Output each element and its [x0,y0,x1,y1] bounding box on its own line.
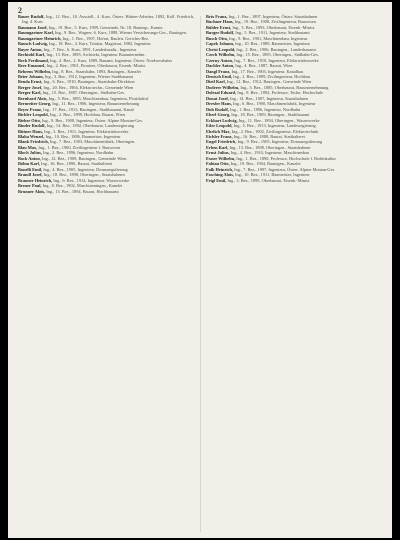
entry-name: Burger Rudolf, [206,30,235,36]
entry-details: Ing., 9. Bez., 1908, Ingenieur, Österr. Alpine Montan-Ges. [40,117,144,123]
entry-name: Drexler Hans, [206,101,232,107]
entry-details: Ing., 2. Bez., 1902, Zivilingenieur, Elektrotechnik [230,128,319,134]
entry-name: Brix Franz, [206,14,228,19]
entry-name: Breuer Paul, [18,183,42,189]
page-number: 2 [18,6,22,15]
entry-details: Ing., 10. Bez., 1889, Baumeister, Ingenieur [234,41,310,47]
entry-details: Ing., 5. Bez., 1895, Maschinenbau, Ingenieur, Floridsdorf [47,95,149,101]
entry-name: Bernhard Alois, [18,95,48,101]
entry-name: Bühler Ernst, [206,24,232,30]
entry-details: Ing., 19. Bez., 5. Kurs, 1909, Gemeinde, Nr. 18, Bauinsp., Kantor [47,24,163,30]
entry-name: Donat Josef, [206,95,229,101]
entry-details: Ing., 3. Bez., 1911, Ingenieur, Elektrizitätswerke [43,128,129,134]
entry-name: Dangl Franz, [206,68,231,74]
entry-name: Eichler Franz, [206,133,233,139]
entry-details: Ing., 14. Bez., 1892, Oberbaurat, Landesregierung [45,123,135,129]
entry-details: Ing., 10. Bez., 1911, Baumeister, Ingenieur [234,172,310,178]
entry-details: Ing., 5. Bez., 1911, Ingenieur, Stadtbauamt [234,30,310,36]
column-divider [200,16,201,532]
entry-details: Ing., 15. Bez., 1887, Oberingen., Südbahn-Ges. [41,90,126,96]
entry-name: Baumgartner Karl, [18,30,54,36]
entry-name: Bittner Hans, [18,128,44,134]
entry-details: Ing., 6. Bez., 1900, Maschinenfabrik, Ingenieur [231,101,316,107]
entry-details: Ing., 7. Bez., 6. Kurs, 1891, Landesbaudir., Ingenieur [42,46,137,52]
entry-details: Ing., 4. Bez., 2. Kurs, 1889, Bauamt, Ingenieur, Österr. Nordwestbahn [48,57,172,63]
entry-name: Deutsch Emil, [206,73,233,79]
entry-details: Ing., 1. Bez., 1900, Zivilingenieur f. Bauwesen [37,144,121,150]
entry-details: Ing., 13. Bez., 1898, Oberingen., Staatsbahnen [228,144,311,150]
entry-details: Ing., 1. Bez., 1890, Professor, Hochschule f. Bodenkultur [235,155,336,161]
right-column [206,14,382,534]
entry-details: Ing., 13. Bez., 1895, Architekt, Ingenieur Bauunternehm. [45,52,146,58]
entry-details: Ing., 6. Bez., 1910, Bauingen., Staatsbahn-Direktion [42,79,135,85]
entry-details: Ing., 1. Bez., 1896, Ingenieur, Nordbahn [228,106,301,112]
entry-name: Eckhart Ludwig, [206,117,238,123]
entry-name: Beier Johann, [18,73,44,79]
entry-details: Ing., 12. Bez., 18. Ausstell., 4. Kurs, Österr. Hütten-Arbeiter, 1892, Koll. Friedrich, Ing. 4. Kurs [22,14,194,25]
entry-details: Ing., 12. Bez., 1909, Bauingen., Gemeinde Wien [40,155,127,161]
entry-name: Bernreiter Georg, [18,101,52,107]
entry-details: Ing., 15. Bez., 1895, Oberingen., Südbahn-Ges. [235,52,319,58]
entry-name: Czerny Anton, [206,57,234,63]
entry-name: Eder Leopold, [206,123,233,129]
entry-name: Christ Leopold, [206,46,236,52]
entry-name: Beyer Franz, [18,106,43,112]
entry-details: Ing., 7. Bez., 1897, Ingenieur, Österr. Alpine Montan-Ges. [233,166,336,172]
entry-name: Brunner Alois, [18,188,46,194]
entry-name: Doderer Wilhelm, [206,84,240,90]
entry-name: Baumann Josef, [18,24,48,30]
entry-name: Fabian Otto, [206,161,230,167]
entry-details: Ing., 17. Bez., 1913, Bauingen., Stadtbauamt, Kanal [42,106,134,112]
entry-details: Ing., 9. Bez., 1901, Maschinenbau, Ingenieur [227,35,308,41]
entry-details: Ing., 14. Bez., 1907, Ingenieur, Staatsbahnen [228,95,309,101]
entry-name: Erben Karl, [206,144,229,150]
document-page [8,2,392,538]
entry-details: Ing., 9. Bez., 1905, Ingenieur, Donauregulierung [236,139,322,145]
entry-details: Ing., 2. Bez., 1901, Pioniere, Oberbaurat, Eisenb.-Minist. [45,63,146,69]
entry-name: Bausch Ludwig, [18,41,48,47]
entry-details: Ing., 7. Bez., 1910, Ingenieur, Elektrizitätswerke [233,57,319,63]
entry-details: Ing., 10. Bez., 1886, Baumeister, Ingenieur [44,133,121,139]
entry-name: Eberl Georg, [206,112,231,118]
entry-name: Exner Wilhelm, [206,155,236,161]
entry-name: Feigl Emil, [206,177,227,183]
entry-details: Ing., 18. Bez., 1898, Oberingen., Staatsbahnen [42,172,125,178]
entry-name: Ernst Julius, [206,150,230,156]
entry-details: Ing., 17. Bez., 1903, Ingenieur, Kanalbau [230,68,304,74]
entry-name: Buchner Hans, [206,19,234,25]
entry-details: Ing., 12. Bez., 1912, Bauingen., Gemeinde Wien [225,79,312,85]
entry-name: Dachler Anton, [206,63,235,69]
entry-name: Falk Heinrich, [206,166,234,172]
entry-details: Ing., 11. Bez., 1906, Ingenieur, Bauunternehmung [51,101,140,107]
entry-details: Ing., 3. Bez., 1912, Ingenieur, Wiener Stadtbauamt [43,73,134,79]
entry-details: Ing., 2. Bez., 1906, Bauingen., Landesbauamt [235,46,316,52]
entry-details: Ing., 20. Bez., 1904, Elektrotechn., Gemeinde Wien [42,84,134,90]
entry-name: Dolezal Eduard, [206,90,237,96]
entry-name: Dub Rudolf, [206,106,229,112]
entry-name: Brandl Josef, [18,172,43,178]
entry-details: Ing., 18. Bez., 4. Kurs, Trinitat, Magistrat, 1882, Ingenieur [47,41,151,47]
entry-name: Bayer Anton, [18,46,43,52]
entry-details: Ing., 16. Bez., 1890, Baurat, Statthalterei [39,161,113,167]
entry-details: Ing., 8. Bez., Staatsbahn, 1893, Bauingen., Kanzlei [51,68,141,74]
entry-details: Ing., 16. Bez., 1888, Baurat, Statthalterei [232,133,305,139]
entry-details: Ing., 7. Bez., 1903, Maschinenfabrik, Oberingen. [48,139,136,145]
entry-details: Ing., 19. Bez., 1908, Zivilingenieur, Bauwesen [233,19,316,25]
entry-name: Blank Friedrich, [18,139,49,145]
entry-name: Bock Anton, [18,155,41,161]
entry-name: Engel Friedrich, [206,139,237,145]
entry-name: Blau Max, [18,144,38,150]
entry-name: Dietl Karl, [206,79,226,85]
entry-name: Brauner Heinrich, [18,177,53,183]
entry-name: Bauer Rudolf, [18,14,45,19]
entry-details: Ing., 1. Bez., 1907, Hofrat, Bauleit. Gerichts-Bez. [61,35,150,41]
entry-details: Ing., 8. Bez., 1902, Maschineningen., Kanzlei [41,183,123,189]
entry-name: Baumgartner Heinrich, [18,35,62,41]
entry-name: Bichler Leopold, [18,112,49,118]
entry-details: Ing., 11. Bez., 1894, Oberingen., Wasserwerke [237,117,320,123]
entry-details: Ing., 1. Bez., 1897, Ingenieur, Österr. Staatsbahnen [227,14,318,19]
entry-details: Ing., 4. Bez., 1887, Baurat, Wien [234,63,293,69]
entry-name: Capek Johann, [206,41,235,47]
entry-name: Ehrlich Max, [206,128,231,134]
entry-details: Ing., 9. Bez., Wagner, 6. Kurs, 1888, Wiener Versicherungs-Ges., Bauingen. [53,30,187,36]
entry-name: Beck Ferdinand, [18,57,49,63]
entry-name: Busch Otto, [206,35,228,41]
entry-name: Bechtold Karl, [18,52,46,58]
entry-details: Ing., 5. Bez., 1913, Ingenieur, Landesregierung [232,123,316,129]
entry-name: Böhm Karl, [18,161,40,167]
entry-name: Binder Rudolf, [18,123,46,129]
entry-name: Bonelli Emil, [18,166,43,172]
entry-details: Ing., 18. Bez., 1909, Bauingen., Stadtbauamt [230,112,310,118]
entry-details: Ing., 2. Bez., 1896, Ingenieur, Nordbahn [41,150,114,156]
entry-name: Berger Josef, [18,84,43,90]
entry-details: Ing., 4. Bez., 1905, Ingenieur, Donauregulierung [42,166,128,172]
entry-details: Ing., 2. Bez., 1899, Zivilingenieur, Hochbau [232,73,310,79]
entry-details: Ing., 4. Bez., 1910, Ingenieur, Maschinenbau [229,150,309,156]
directory-entry [206,178,382,183]
left-column [18,14,194,534]
entry-name: Bieber Otto, [18,117,41,123]
entry-name: Fasching Alois, [206,172,234,178]
entry-name: Berger Karl, [18,90,42,96]
directory-entry [18,189,194,194]
entry-details: Ing., 6. Bez., 1914, Ingenieur, Wasserwerke [52,177,130,183]
entry-details: Ing., 2. Bez., 1899, Hochbau, Baurat, Wien [48,112,125,118]
entry-name: Blaha Wenzel, [18,133,45,139]
entry-name: Benda Ernst, [18,79,43,85]
entry-details: Ing., 3. Bez., 1899, Oberbaurat, Eisenb.-Minist. [226,177,311,183]
entry-details: Ing., 13. Bez., 1894, Baurat, Hochbauamt [45,188,119,194]
entry-details: Ing., 19. Bez., 1904, Bauingen., Kanzlei [229,161,301,167]
directory-entry [18,14,194,25]
entry-details: Ing., 8. Bez., 1892, Professor, Techn. Hochschule [236,90,324,96]
entry-details: Ing., 3. Bez., 1885, Oberbaurat, Bauunternehmung [239,84,329,90]
entry-name: Beer Emanuel, [18,63,46,69]
entry-name: Czech Wilhelm, [206,52,236,58]
entry-details: Ing., 3. Bez., 1893, Oberbaurat, Eisenb.-Minist. [231,24,316,30]
entry-name: Bloch Julius, [18,150,42,156]
entry-name: Behrens Wilhelm, [18,68,52,74]
